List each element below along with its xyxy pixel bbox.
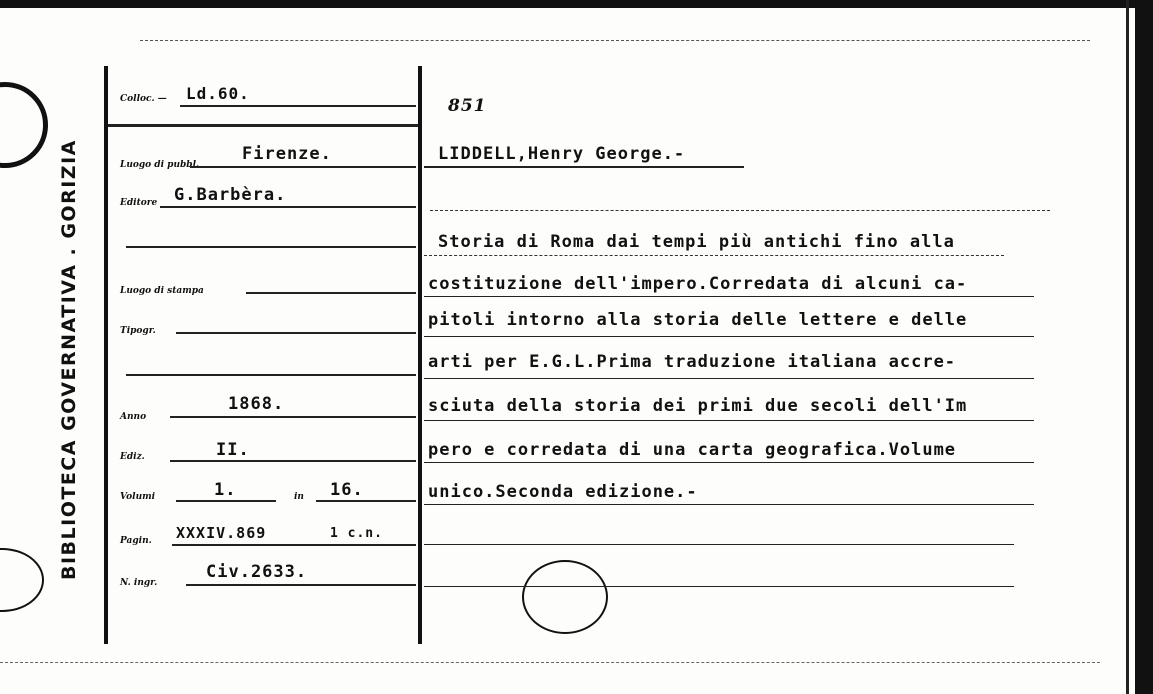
text-rule [424,544,1014,545]
blank-rule-1 [126,246,416,248]
formato-value: 16. [330,480,364,500]
formato-in-label: in [294,492,304,502]
text-rule [424,255,1004,256]
edizione-label: Ediz. [120,452,145,462]
n-ingr-label: N. ingr. [120,578,158,588]
luogo-stampa-rule [246,292,416,294]
editore-value: G.Barbèra. [174,185,287,205]
luogo-pubbl-rule [190,166,416,168]
bottom-dashed-rule [0,662,1100,663]
pagine-rule [172,544,416,546]
luogo-pubbl-label: Luogo di pubbl. [120,160,200,170]
header-rule [108,124,418,127]
text-rule [424,420,1034,421]
title-line: unico.Seconda edizione.- [428,482,698,502]
text-rule [424,336,1034,337]
text-rule [424,296,1034,297]
title-line: pitoli intorno alla storia delle lettere e delle [428,310,968,330]
punch-hole-center [522,560,608,634]
punch-hole-bottom [0,548,44,612]
dashed-rule-1 [430,210,1050,211]
luogo-stampa-label: Luogo di stampa [120,286,204,296]
n-ingr-value: Civ.2633. [206,562,308,582]
edizione-rule [170,460,416,462]
left-column-line [104,66,108,644]
pagine-value: XXXIV.869 [176,524,267,542]
volumi-rule [176,500,276,502]
top-dashed-rule [140,40,1090,41]
text-rule [424,586,1014,587]
anno-label: Anno [120,412,147,422]
tipografia-rule [176,332,416,334]
title-line: costituzione dell'impero.Corredata di alcuni ca- [428,274,968,294]
editore-rule [160,206,416,208]
volumi-label: Volumi [120,492,156,502]
formato-rule [316,500,416,502]
title-line: sciuta della storia dei primi due secoli dell'Im [428,396,968,416]
institution-label: BIBLIOTECA GOVERNATIVA . GORIZIA [58,139,80,580]
edizione-value: II. [216,440,250,460]
collocazione-value: Ld.60. [186,84,250,103]
title-line: pero e corredata di una carta geografica.Volume [428,440,957,460]
luogo-pubbl-value: Firenze. [242,144,332,164]
collocazione-rule [180,105,416,107]
anno-rule [170,416,416,418]
author-heading: LIDDELL,Henry George.- [438,144,686,164]
punch-hole-top [0,82,48,168]
volumi-value: 1. [214,480,237,500]
text-rule [424,378,1034,379]
title-line: Storia di Roma dai tempi più antichi fino alla [438,232,955,252]
editore-label: Editore [120,198,158,208]
author-rule [424,166,744,168]
card-right-edge [1135,0,1153,694]
middle-column-line [418,66,422,644]
tipografia-label: Tipogr. [120,326,156,336]
text-rule [424,504,1034,505]
blank-rule-2 [126,374,416,376]
card-number: 851 [448,96,487,116]
card-top-edge [0,0,1153,8]
pagine-extra: 1 c.n. [330,526,383,541]
n-ingr-rule [186,584,416,586]
title-line: arti per E.G.L.Prima traduzione italiana accre- [428,352,957,372]
card-right-border [1126,0,1129,694]
anno-value: 1868. [228,394,285,414]
collocazione-label: Colloc. — [120,94,167,104]
text-rule [424,462,1034,463]
pagine-label: Pagin. [120,536,152,546]
